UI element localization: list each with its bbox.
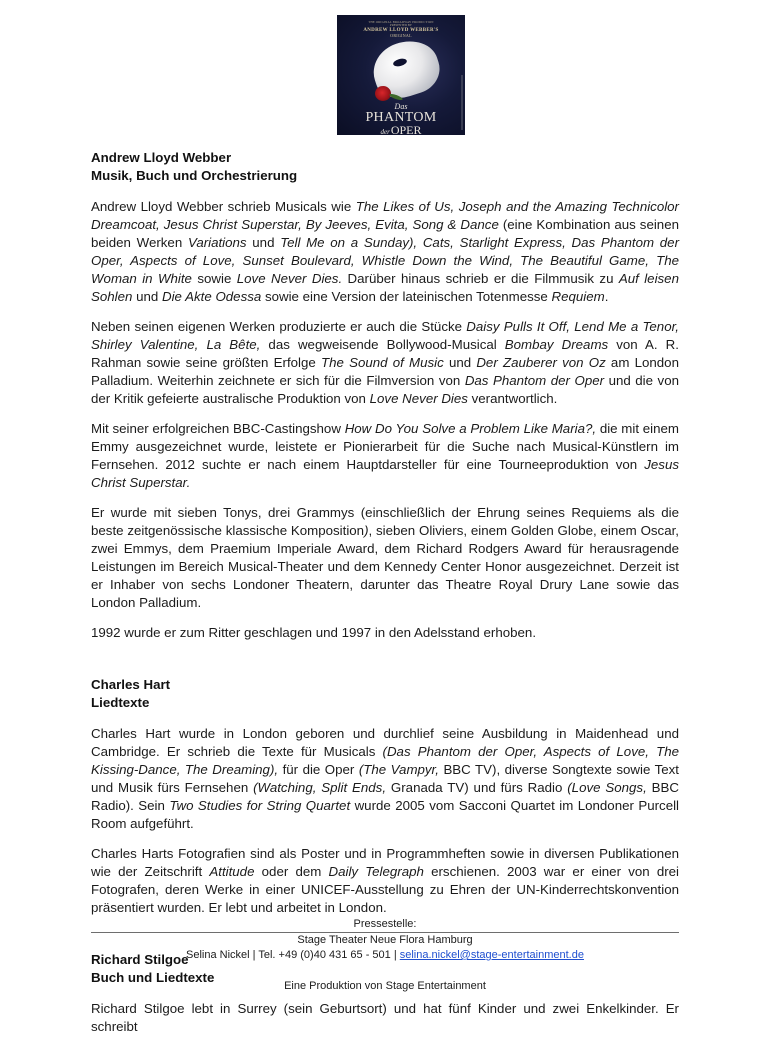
italic-title-text: Two Studies for String Quartet bbox=[169, 798, 351, 813]
bio-paragraph bbox=[91, 198, 679, 306]
italic-title-text: Tell Me on a Sunday), Cats, Starlight Express, Das Phantom der Oper, Aspects of Love, Sunset Boulevard, Whistle Down the Wind, The Beautiful Game, The Woman in White bbox=[91, 235, 680, 286]
paragraph-text: BBC Radio). Sein bbox=[91, 780, 679, 813]
poster-title-phantom: PHANTOM bbox=[365, 110, 437, 125]
italic-title-text: Der Zauberer von Oz bbox=[476, 355, 606, 370]
paragraph-text: Mit seiner erfolgreichen BBC-Castingshow bbox=[91, 421, 345, 436]
bio-paragraph bbox=[91, 318, 679, 408]
section-spacer bbox=[91, 654, 679, 676]
italic-title-text: (Watching, Split Ends, bbox=[253, 780, 387, 795]
document-body bbox=[91, 149, 679, 1048]
paragraph-text: Darüber hinaus schrieb er die Filmmusik zu bbox=[342, 271, 619, 286]
paragraph-text: sowie bbox=[191, 271, 237, 286]
poster-top-text bbox=[337, 21, 465, 38]
paragraph-text: (eine Kombination aus seinen beiden Werken bbox=[91, 217, 679, 250]
phantom-poster-image bbox=[337, 15, 465, 135]
paragraph-text: BBC TV), diverse Songtexte sowie Text und Musik fürs Fernsehen bbox=[91, 762, 679, 795]
person-name: Charles Hart bbox=[91, 677, 171, 692]
paragraph-text: am London Palladium. Weiterhin zeichnete er sich für die Filmversion von bbox=[91, 355, 679, 388]
paragraph-text: . bbox=[604, 289, 609, 304]
italic-title-text: Bombay Dreams bbox=[504, 337, 609, 352]
bio-paragraph bbox=[91, 845, 679, 917]
bio-paragraph bbox=[91, 1000, 679, 1036]
paragraph-text: für die Oper bbox=[278, 762, 359, 777]
paragraph-text: und bbox=[132, 289, 162, 304]
paragraph-text: Granada TV) und fürs Radio bbox=[386, 780, 568, 795]
press-footer bbox=[91, 917, 679, 994]
poster-title-oper: OPER bbox=[390, 123, 422, 135]
paragraph-text: wurde 2005 vom Sacconi Quartet im Londoner Purcell Room aufgeführt. bbox=[91, 798, 679, 831]
italic-title-text: (Das Phantom der Oper, Aspects of Love, The Kissing-Dance, The Dreaming), bbox=[91, 744, 680, 777]
bio-paragraph bbox=[91, 504, 679, 612]
paragraph-text: oder dem bbox=[254, 864, 329, 879]
paragraph-text: Neben seinen eigenen Werken produzierte er auch die Stücke bbox=[91, 319, 467, 334]
paragraph-text: , sieben Oliviers, einem Golden Globe, einem Oscar, zwei Emmys, dem Praemium Imperiale Award, dem Richard Rodgers Award für herausragende Leistungen im Bereich Musical-Theater und dem Kennedy Center Honor ausgezeichnet. Derzeit ist er Inhaber von sechs Londoner Theatern, darunter das Theatre Royal Drury Lane sowie das London Palladium. bbox=[91, 523, 679, 610]
contact-line bbox=[91, 948, 679, 963]
paragraph-text: sowie eine Version der lateinischen Totenmesse bbox=[261, 289, 552, 304]
bio-paragraph bbox=[91, 420, 679, 492]
paragraph-text: verantwortlich. bbox=[467, 391, 558, 406]
italic-title-text: Attitude bbox=[209, 864, 255, 879]
paragraph-text: Richard Stilgoe lebt in Surrey (sein Geburtsort) und hat fünf Kinder und zwei Enkelkinder. Er schreibt bbox=[91, 1001, 679, 1034]
paragraph-text: das wegweisende Bollywood-Musical bbox=[260, 337, 505, 352]
production-credit: Eine Produktion von Stage Entertainment bbox=[284, 980, 486, 992]
bio-section bbox=[91, 676, 679, 917]
paragraph-text: und bbox=[246, 235, 281, 250]
person-name: Andrew Lloyd Webber bbox=[91, 150, 232, 165]
paragraph-text: und bbox=[443, 355, 477, 370]
italic-title-text: Auf leisen Sohlen bbox=[91, 271, 679, 304]
poster-line-1: THE ORIGINAL BROADWAY PRODUCTION bbox=[368, 20, 434, 24]
italic-title-text: Das Phantom der Oper bbox=[464, 373, 605, 388]
paragraph-text: die mit einem Emmy ausgezeichnet wurde, leistete er Pionierarbeit für die Suche nach Musical-Künstlern im Fernsehen. 2012 suchte er nach einem Hauptdarsteller für eine Tourneeproduktion von bbox=[91, 421, 679, 472]
italic-title-text: The Sound of Music bbox=[320, 355, 444, 370]
italic-title-text: Love Never Dies bbox=[369, 391, 468, 406]
poster-title-der: der bbox=[380, 128, 390, 135]
italic-title-text: Daily Telegraph bbox=[328, 864, 424, 879]
poster-credit-strip bbox=[461, 75, 463, 130]
person-role: Liedtexte bbox=[91, 695, 150, 710]
italic-title-text: Requiem bbox=[551, 289, 605, 304]
italic-title-text: Variations bbox=[187, 235, 247, 250]
email-link[interactable]: selina.nickel@stage-entertainment.de bbox=[399, 949, 584, 961]
paragraph-text: Andrew Lloyd Webber schrieb Musicals wie bbox=[91, 199, 356, 214]
italic-title-text: How Do You Solve a Problem Like Maria?, bbox=[344, 421, 597, 436]
poster-title-oper-line bbox=[337, 124, 465, 135]
italic-title-text: Die Akte Odessa bbox=[161, 289, 262, 304]
italic-title-text: Jesus Christ Superstar. bbox=[91, 457, 679, 490]
italic-title-text: (Love Songs, bbox=[567, 780, 647, 795]
press-label: Pressestelle: bbox=[353, 918, 417, 930]
poster-title-das: Das bbox=[394, 102, 408, 111]
italic-title-text: ) bbox=[364, 523, 369, 538]
paragraph-text: und die von der Kritik gefeierte australische Produktion von bbox=[91, 373, 679, 406]
bio-paragraph bbox=[91, 725, 679, 833]
poster-line-3: ANDREW LLOYD WEBBER'S bbox=[363, 27, 439, 33]
paragraph-text: 1992 wurde er zum Ritter geschlagen und 1997 in den Adelsstand erhoben. bbox=[91, 625, 537, 640]
italic-title-text: The Likes of Us, Joseph and the Amazing Technicolor Dreamcoat, Jesus Christ Superstar, By Jeeves, Evita, Song & Dance bbox=[91, 199, 679, 232]
bio-section bbox=[91, 149, 679, 642]
italic-title-text: Love Never Dies. bbox=[236, 271, 343, 286]
paragraph-text: Charles Harts Fotografien sind als Poster und in Programmheften sowie in diversen Publikationen wie der Zeitschrift bbox=[91, 846, 679, 879]
poster-line-4: ORIGINAL bbox=[390, 32, 412, 38]
paragraph-text: Er wurde mit sieben Tonys, drei Grammys (einschließlich der Ehrung seines Requiems als die beste zeitgenössische klassische Komposition bbox=[91, 505, 679, 538]
venue-name: Stage Theater Neue Flora Hamburg bbox=[297, 934, 473, 946]
paragraph-text: von A. R. Rahman sowie seine größten Erfolge bbox=[91, 337, 679, 370]
person-name: Richard Stilgoe bbox=[91, 952, 189, 967]
contact-details: Selina Nickel | Tel. +49 (0)40 431 65 - 501 | bbox=[186, 949, 400, 961]
italic-title-text: (The Vampyr, bbox=[358, 762, 439, 777]
poster-line-2: PRESENTED BY bbox=[390, 23, 412, 28]
paragraph-text: erschienen. 2003 war er einer von drei Fotografen, deren Werke in einer UNICEF-Ausstellung zu Ehren der UN-Kinderrechtskonvention präsentiert wurden. Er lebt und arbeitet in London. bbox=[91, 864, 679, 915]
paragraph-text: Charles Hart wurde in London geboren und durchlief seine Ausbildung in Maidenhead und Cambridge. Er schrieb die Texte für Musicals bbox=[91, 726, 679, 759]
person-role: Musik, Buch und Orchestrierung bbox=[91, 168, 298, 183]
bio-paragraph bbox=[91, 624, 679, 642]
italic-title-text: Daisy Pulls It Off, Lend Me a Tenor, Shirley Valentine, La Bête, bbox=[91, 319, 679, 352]
person-role: Buch und Liedtexte bbox=[91, 970, 215, 985]
